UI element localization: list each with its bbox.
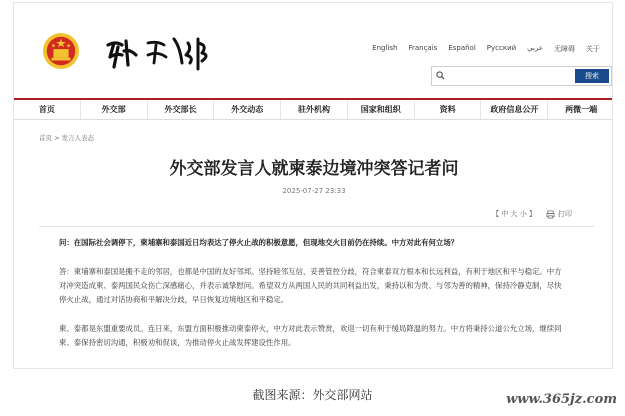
print-button[interactable] <box>546 209 572 219</box>
search-icon <box>436 71 445 80</box>
nav-home[interactable]: 首页 <box>14 101 81 119</box>
about-link[interactable]: 关于 <box>586 45 600 53</box>
lang-arabic[interactable]: عربي <box>527 44 543 52</box>
nav-missions[interactable]: 驻外机构 <box>281 101 348 119</box>
image-caption: 截图来源：外交部网站 <box>252 388 373 402</box>
font-size-switch[interactable]: 【 中 大 小 】 <box>492 210 536 218</box>
main-nav <box>14 98 613 120</box>
search-input[interactable] <box>449 69 573 85</box>
mfa-calligraphy-logo <box>102 33 222 73</box>
nav-news[interactable]: 外交动态 <box>214 101 281 119</box>
search-box <box>431 66 612 86</box>
lang-spanish[interactable]: Español <box>448 44 476 52</box>
accessibility-link[interactable]: 无障碍 <box>554 45 575 53</box>
nav-resources[interactable]: 资料 <box>415 101 482 119</box>
printer-icon <box>546 210 555 219</box>
language-bar <box>372 44 600 54</box>
content-divider <box>39 226 594 227</box>
search-button[interactable]: 搜索 <box>575 69 609 83</box>
breadcrumb[interactable]: 首页 > 发言人表态 <box>39 134 95 142</box>
print-label: 打印 <box>558 210 572 218</box>
article-title: 外交部发言人就柬泰边境冲突答记者问 <box>169 159 459 179</box>
article-tools <box>492 209 572 219</box>
article-date: 2025-07-27 23:33 <box>282 187 346 195</box>
watermark: www.365jz.com <box>506 392 617 407</box>
browser-page <box>13 2 613 369</box>
nav-social[interactable]: 两微一端 <box>565 104 598 114</box>
article-answer-paragraph-2: 柬、泰都是东盟重要成员。连日来，东盟方面积极推动柬泰停火，中方对此表示赞赏，欢迎一切有利于缓局降温的努力。中方将秉持公道公允立场，继续同柬、泰保持密切沟通，积极劝和促谈，为推动停火止战发挥建设性作用。 <box>59 324 562 347</box>
nav-ministry[interactable]: 外交部 <box>81 101 148 119</box>
lang-russian[interactable]: Русский <box>486 44 517 52</box>
nav-countries[interactable]: 国家和组织 <box>348 101 415 119</box>
lang-french[interactable]: Français <box>408 44 438 52</box>
lang-english[interactable]: English <box>372 44 398 52</box>
article-answer-paragraph-1: 答：柬埔寨和泰国是搬不走的邻居，也都是中国的友好邻邦。坚持睦邻互信、妥善管控分歧，符合柬泰双方根本和长远利益，有利于地区和平与稳定。中方对冲突造成柬、泰两国民众伤亡深感痛心，并表示诚挚慰问。希望双方从两国人民的共同利益出发，秉持以和为贵、与邻为善的精神，保持冷静克制，尽快停火止战，通过对话协商和平解决分歧，早日恢复边境地区和平稳定。 <box>59 267 562 304</box>
national-emblem-icon <box>42 32 80 70</box>
nav-minister[interactable]: 外交部长 <box>148 101 215 119</box>
nav-gov-info[interactable]: 政府信息公开 <box>481 101 548 119</box>
article-question: 问：在国际社会调停下，柬埔寨和泰国近日均表达了停火止战的积极意愿，但现地交火目前仍在持续。中方对此有何立场？ <box>59 238 459 247</box>
